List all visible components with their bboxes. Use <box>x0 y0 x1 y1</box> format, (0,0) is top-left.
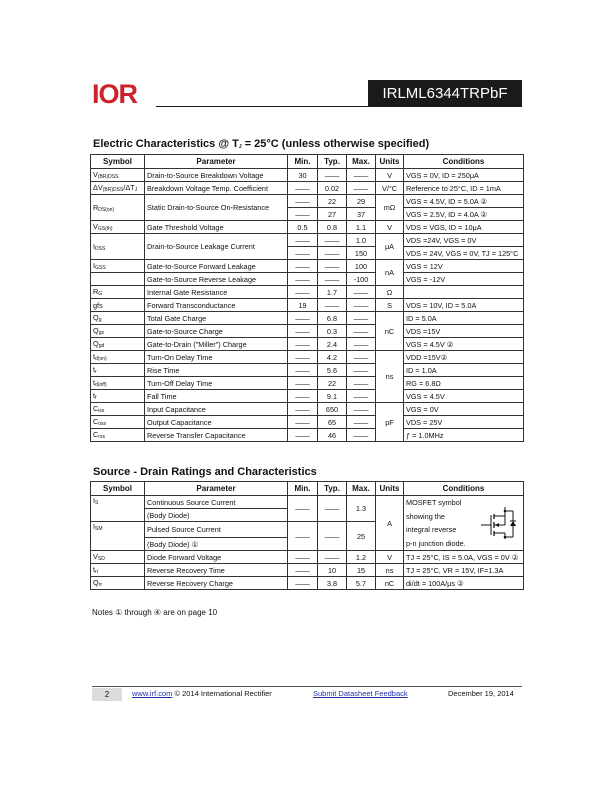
min-cell: —— <box>288 429 318 442</box>
page-number: 2 <box>92 688 122 701</box>
symbol-text: C <box>93 404 99 413</box>
column-header-typ: Typ. <box>318 155 347 169</box>
symbol-text: t <box>93 391 96 400</box>
symbol-subscript: (BR)DSS <box>97 174 119 180</box>
source-drain-table <box>90 481 524 590</box>
symbol-subscript: SM <box>95 526 103 532</box>
electric-title-text: Electric Characteristics @ T <box>93 138 239 150</box>
symbol-cell <box>91 299 145 312</box>
symbol-text: C <box>93 417 99 426</box>
min-cell: —— <box>288 577 318 590</box>
electric-title <box>93 138 429 150</box>
conditions-cell: VDD =15V② <box>404 351 524 364</box>
footer-rule <box>92 686 522 687</box>
typ-cell: 10 <box>318 564 347 577</box>
copyright-text: © 2014 International Rectifier <box>172 689 272 698</box>
min-cell: —— <box>288 377 318 390</box>
table-row <box>91 564 524 577</box>
column-header-min: Min. <box>288 155 318 169</box>
symbol-cell <box>91 273 145 286</box>
table-row <box>91 325 524 338</box>
table-row <box>91 377 524 390</box>
symbol-text: t <box>93 352 96 361</box>
column-header-typ: Typ. <box>318 482 347 496</box>
symbol-subscript: rr <box>95 569 99 575</box>
typ-cell: 46 <box>318 429 347 442</box>
symbol-text: R <box>93 287 99 296</box>
conditions-cell <box>404 286 524 299</box>
parameter-cell: Drain-to-Source Leakage Current <box>145 234 288 260</box>
typ-cell: —— <box>318 234 347 247</box>
parameter-cell: Input Capacitance <box>145 403 288 416</box>
table-row <box>91 403 524 416</box>
symbol-cell <box>91 286 145 299</box>
units-cell: V <box>376 169 404 182</box>
symbol-cell <box>91 429 145 442</box>
max-cell: —— <box>347 286 376 299</box>
symbol-subscript-2: J <box>134 187 138 193</box>
symbol-text: t <box>93 378 96 387</box>
symbol-cell <box>91 260 145 273</box>
symbol-cell <box>91 169 145 182</box>
min-cell: —— <box>288 364 318 377</box>
symbol-cell <box>91 496 145 522</box>
table-row <box>91 364 524 377</box>
max-cell: 100 <box>347 260 376 273</box>
units-cell: nC <box>376 312 404 351</box>
column-header-conditions: Conditions <box>404 482 524 496</box>
logo-text: IOR <box>92 79 138 109</box>
column-header-symbol: Symbol <box>91 155 145 169</box>
table-row <box>91 351 524 364</box>
conditions-cell: TJ = 25°C, IS = 5.0A, VGS = 0V ② <box>404 551 524 564</box>
max-cell: —— <box>347 312 376 325</box>
table-row <box>91 338 524 351</box>
symbol-subscript: SD <box>97 556 105 562</box>
units-cell: mΩ <box>376 195 404 221</box>
symbol-subscript: gd <box>98 343 105 349</box>
units-cell: S <box>376 299 404 312</box>
conditions-cell: VDS = 24V, VGS = 0V, TJ = 125°C <box>404 247 524 260</box>
min-cell: —— <box>288 551 318 564</box>
symbol-cell <box>91 364 145 377</box>
min-cell: 30 <box>288 169 318 182</box>
max-cell: 1.1 <box>347 221 376 234</box>
mosfet-symbol-icon <box>479 501 519 541</box>
units-cell: nC <box>376 577 404 590</box>
max-cell: 1.3 <box>347 496 376 522</box>
max-cell: 25 <box>347 522 376 551</box>
symbol-subscript: rss <box>98 434 105 440</box>
website-link[interactable]: www.irf.com <box>132 689 173 698</box>
symbol-text: I <box>93 496 96 505</box>
parameter-cell: Drain-to-Source Breakdown Voltage <box>145 169 288 182</box>
symbol-cell <box>91 312 145 325</box>
typ-cell: —— <box>318 299 347 312</box>
column-header-conditions: Conditions <box>404 155 524 169</box>
electric-title-rest: = 25°C (unless otherwise specified) <box>241 138 430 150</box>
min-cell: —— <box>288 522 318 551</box>
units-cell: ns <box>376 351 404 403</box>
parameter-cell: Rise Time <box>145 364 288 377</box>
symbol-text: Q <box>93 313 99 322</box>
parameter-cell: Pulsed Source Current <box>145 522 288 538</box>
table-header-row <box>91 155 524 169</box>
typ-cell: 22 <box>318 377 347 390</box>
max-cell: 1.2 <box>347 551 376 564</box>
symbol-text: V <box>93 222 98 231</box>
symbol-subscript: rr <box>98 582 103 588</box>
symbol-cell <box>91 390 145 403</box>
symbol-cell <box>91 403 145 416</box>
symbol-subscript: G <box>98 291 103 297</box>
parameter-cell: Gate-to-Source Reverse Leakage <box>145 273 288 286</box>
parameter-cell-2: (Body Diode) <box>145 509 288 522</box>
parameter-cell: Turn-On Delay Time <box>145 351 288 364</box>
mosfet-note-line: p-n junction diode. <box>406 538 466 548</box>
min-cell: —— <box>288 208 318 221</box>
parameter-cell: Output Capacitance <box>145 416 288 429</box>
mosfet-note-line: integral reverse <box>406 525 457 534</box>
company-logo <box>92 80 156 108</box>
max-cell: —— <box>347 299 376 312</box>
parameter-cell: Total Gate Charge <box>145 312 288 325</box>
units-cell: V <box>376 551 404 564</box>
symbol-cell <box>91 522 145 551</box>
notes-text: Notes ① through ④ are on page 10 <box>92 608 218 617</box>
table-row <box>91 221 524 234</box>
parameter-cell: Forward Transconductance <box>145 299 288 312</box>
symbol-subscript: d(off) <box>95 382 107 388</box>
parameter-cell: Gate-to-Source Charge <box>145 325 288 338</box>
max-cell: —— <box>347 351 376 364</box>
symbol-text: C <box>93 430 99 439</box>
symbol-text: R <box>93 202 99 212</box>
symbol-subscript: f <box>95 395 97 401</box>
symbol-subscript: (BR)DSS <box>102 187 124 193</box>
typ-cell: —— <box>318 522 347 551</box>
symbol-subscript: g <box>98 317 102 323</box>
symbol-cell <box>91 234 145 260</box>
typ-cell: —— <box>318 551 347 564</box>
typ-cell: 1.7 <box>318 286 347 299</box>
typ-cell: 0.3 <box>318 325 347 338</box>
table-row <box>91 312 524 325</box>
table-row <box>91 169 524 182</box>
conditions-cell: VGS = -12V <box>404 273 524 286</box>
conditions-cell: VDS = VGS, ID = 10μA <box>404 221 524 234</box>
max-cell: 1.0 <box>347 234 376 247</box>
parameter-cell: Fall Time <box>145 390 288 403</box>
table-row <box>91 299 524 312</box>
column-header-symbol: Symbol <box>91 482 145 496</box>
min-cell: —— <box>288 286 318 299</box>
parameter-cell: Reverse Recovery Charge <box>145 577 288 590</box>
symbol-subscript: d(on) <box>95 356 107 362</box>
table-header-row <box>91 482 524 496</box>
parameter-cell: Gate Threshold Voltage <box>145 221 288 234</box>
max-cell: —— <box>347 429 376 442</box>
conditions-cell: VDS = 10V, ID = 5.0A <box>404 299 524 312</box>
max-cell: —— <box>347 403 376 416</box>
symbol-text: I <box>93 522 96 531</box>
symbol-cell <box>91 351 145 364</box>
min-cell: —— <box>288 195 318 208</box>
typ-cell: 27 <box>318 208 347 221</box>
min-cell: —— <box>288 416 318 429</box>
symbol-text-2: /ΔT <box>123 183 135 192</box>
min-cell: —— <box>288 338 318 351</box>
conditions-cell: VGS = 2.5V, ID = 4.0A ② <box>404 208 524 221</box>
conditions-cell: VGS = 4.5V <box>404 390 524 403</box>
table-row <box>91 273 524 286</box>
symbol-subscript: S <box>95 500 99 506</box>
conditions-cell: VGS = 4.5V, ID = 5.0A ② <box>404 195 524 208</box>
max-cell: 15 <box>347 564 376 577</box>
typ-cell: —— <box>318 247 347 260</box>
table-row <box>91 260 524 273</box>
symbol-subscript: DS(on) <box>98 206 115 213</box>
symbol-text: t <box>93 365 96 374</box>
max-cell: 29 <box>347 195 376 208</box>
min-cell: —— <box>288 351 318 364</box>
electric-characteristics-table <box>90 154 524 442</box>
feedback-link[interactable]: Submit Datasheet Feedback <box>313 689 408 698</box>
conditions-cell: ƒ = 1.0MHz <box>404 429 524 442</box>
typ-cell: 65 <box>318 416 347 429</box>
conditions-cell: di/dt = 100A/μs ② <box>404 577 524 590</box>
min-cell: —— <box>288 273 318 286</box>
conditions-cell: RG = 6.8Ω <box>404 377 524 390</box>
symbol-subscript: oss <box>98 421 107 427</box>
typ-cell: —— <box>318 260 347 273</box>
min-cell: —— <box>288 403 318 416</box>
conditions-cell: VDS = 25V <box>404 416 524 429</box>
conditions-cell: VGS = 0V, ID = 250μA <box>404 169 524 182</box>
symbol-subscript: GS(th) <box>97 226 113 232</box>
symbol-cell <box>91 325 145 338</box>
symbol-text: I <box>93 241 96 251</box>
min-cell: 19 <box>288 299 318 312</box>
typ-cell: —— <box>318 169 347 182</box>
parameter-cell: Reverse Recovery Time <box>145 564 288 577</box>
symbol-text: I <box>93 261 96 270</box>
parameter-cell: Gate-to-Source Forward Leakage <box>145 260 288 273</box>
min-cell: —— <box>288 564 318 577</box>
symbol-text: V <box>93 170 98 179</box>
parameter-cell-2: (Body Diode) ① <box>145 538 288 551</box>
conditions-cell: VDS =24V, VGS = 0V <box>404 234 524 247</box>
min-cell: —— <box>288 325 318 338</box>
column-header-parameter: Parameter <box>145 155 288 169</box>
symbol-cell <box>91 551 145 564</box>
mosfet-note-line: MOSFET symbol <box>406 498 462 507</box>
conditions-cell: ID = 5.0A <box>404 312 524 325</box>
max-cell: 5.7 <box>347 577 376 590</box>
column-header-units: Units <box>376 155 404 169</box>
symbol-cell <box>91 577 145 590</box>
electric-title-sub: J <box>238 144 242 150</box>
symbol-subscript: GSS <box>95 265 106 271</box>
symbol-text: gfs <box>93 300 103 310</box>
table-row <box>91 577 524 590</box>
parameter-cell: Reverse Transfer Capacitance <box>145 429 288 442</box>
typ-cell: 6.8 <box>318 312 347 325</box>
table-row <box>91 182 524 195</box>
conditions-cell: VDS =15V <box>404 325 524 338</box>
table-row <box>91 551 524 564</box>
parameter-cell: Turn-Off Delay Time <box>145 377 288 390</box>
min-cell: —— <box>288 182 318 195</box>
symbol-text: Q <box>93 578 99 587</box>
symbol-text: Q <box>93 326 99 335</box>
footer-copyright <box>132 689 272 698</box>
symbol-cell <box>91 564 145 577</box>
header-rule <box>156 106 522 107</box>
column-header-max: Max. <box>347 155 376 169</box>
typ-cell: 22 <box>318 195 347 208</box>
conditions-cell: VGS = 12V <box>404 260 524 273</box>
max-cell: —— <box>347 416 376 429</box>
parameter-cell: Internal Gate Resistance <box>145 286 288 299</box>
min-cell: —— <box>288 247 318 260</box>
min-cell: —— <box>288 234 318 247</box>
min-cell: —— <box>288 496 318 522</box>
typ-cell: 9.1 <box>318 390 347 403</box>
table-row <box>91 234 524 247</box>
units-cell: μA <box>376 234 404 260</box>
column-header-units: Units <box>376 482 404 496</box>
column-header-min: Min. <box>288 482 318 496</box>
typ-cell: 4.2 <box>318 351 347 364</box>
symbol-subscript: gs <box>98 330 104 336</box>
max-cell: —— <box>347 169 376 182</box>
symbol-cell <box>91 195 145 221</box>
units-cell: A <box>376 496 404 551</box>
min-cell: 0.5 <box>288 221 318 234</box>
parameter-cell: Diode Forward Voltage <box>145 551 288 564</box>
conditions-cell: VGS = 0V <box>404 403 524 416</box>
max-cell: 150 <box>347 247 376 260</box>
conditions-cell: TJ = 25°C, VR = 15V, IF=1.3A <box>404 564 524 577</box>
conditions-cell: Reference to 25°C, ID = 1mA <box>404 182 524 195</box>
max-cell: -100 <box>347 273 376 286</box>
column-header-max: Max. <box>347 482 376 496</box>
footer-date: December 19, 2014 <box>448 689 514 698</box>
table-row <box>91 195 524 208</box>
symbol-cell <box>91 416 145 429</box>
symbol-cell <box>91 221 145 234</box>
typ-cell: 0.02 <box>318 182 347 195</box>
units-cell: nA <box>376 260 404 286</box>
typ-cell: —— <box>318 273 347 286</box>
units-cell: Ω <box>376 286 404 299</box>
typ-cell: 0.8 <box>318 221 347 234</box>
symbol-text: Q <box>93 339 99 348</box>
symbol-text: ΔV <box>93 183 103 192</box>
table-row <box>91 429 524 442</box>
symbol-cell <box>91 338 145 351</box>
max-cell: —— <box>347 364 376 377</box>
symbol-cell <box>91 182 145 195</box>
table-row <box>91 390 524 403</box>
max-cell: 37 <box>347 208 376 221</box>
parameter-cell: Continuous Source Current <box>145 496 288 509</box>
min-cell: —— <box>288 260 318 273</box>
units-cell: V <box>376 221 404 234</box>
max-cell: —— <box>347 377 376 390</box>
part-number: IRLML6344TRPbF <box>368 80 522 107</box>
table-row <box>91 286 524 299</box>
typ-cell: 650 <box>318 403 347 416</box>
source-drain-title: Source - Drain Ratings and Characteristics <box>93 466 317 478</box>
units-cell: pF <box>376 403 404 442</box>
table-row <box>91 416 524 429</box>
max-cell: —— <box>347 338 376 351</box>
conditions-cell: VGS = 4.5V ② <box>404 338 524 351</box>
symbol-cell <box>91 377 145 390</box>
conditions-cell: ID = 1.0A <box>404 364 524 377</box>
symbol-text: V <box>93 552 98 561</box>
max-cell: —— <box>347 390 376 403</box>
parameter-cell: Static Drain-to-Source On-Resistance <box>145 195 288 221</box>
typ-cell: 5.6 <box>318 364 347 377</box>
units-cell: V/°C <box>376 182 404 195</box>
table-row <box>91 496 524 509</box>
symbol-subscript: iss <box>98 408 105 414</box>
typ-cell: 2.4 <box>318 338 347 351</box>
symbol-subscript: DSS <box>95 245 106 252</box>
min-cell: —— <box>288 390 318 403</box>
column-header-parameter: Parameter <box>145 482 288 496</box>
typ-cell: 3.8 <box>318 577 347 590</box>
symbol-subscript: r <box>95 369 97 375</box>
symbol-text: t <box>93 565 96 574</box>
min-cell: —— <box>288 312 318 325</box>
max-cell: —— <box>347 182 376 195</box>
max-cell: —— <box>347 325 376 338</box>
typ-cell: —— <box>318 496 347 522</box>
parameter-cell: Gate-to-Drain ("Miller") Charge <box>145 338 288 351</box>
mosfet-note-line: showing the <box>406 511 445 521</box>
units-cell: ns <box>376 564 404 577</box>
parameter-cell: Breakdown Voltage Temp. Coefficient <box>145 182 288 195</box>
